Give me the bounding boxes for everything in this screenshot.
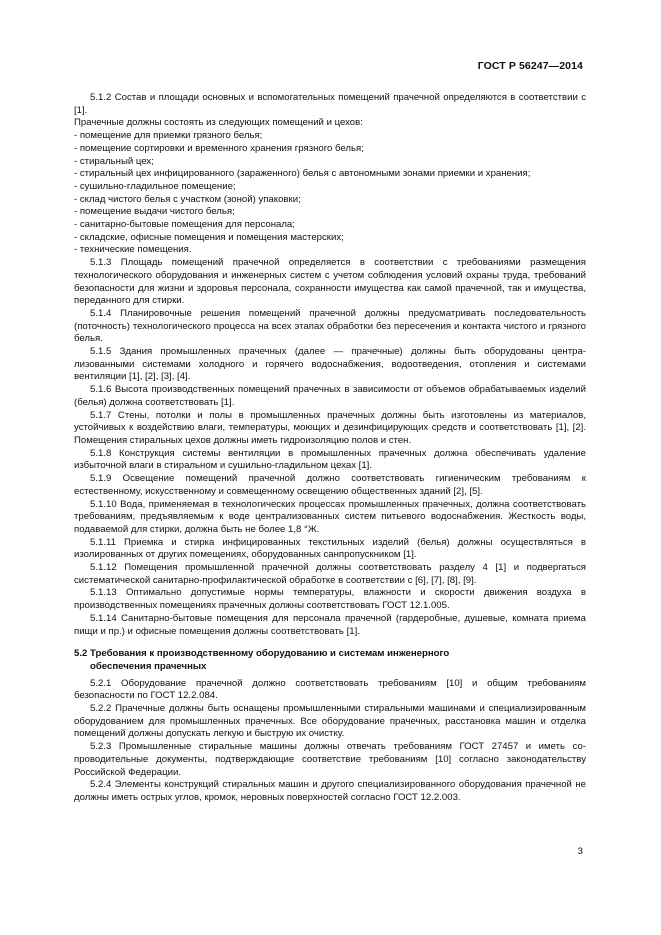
list-item: - помещение сортировки и временного хранения грязного белья; <box>74 142 364 154</box>
list-item: - стиральный цех инфицированного (зараженного) белья с автономными зонами приемки и хранения; <box>74 168 531 180</box>
paragraph-5-1-5: 5.1.5 Здания промышленных прачечных (далее — прачечные) должны быть оборудованы централизованными системами холодного и горячего водоснабжения, водоотведения, отопления и системами вентиляции [1], [2], [3], [4]. <box>74 346 586 383</box>
list-item: - склад чистого белья с участком (зоной) упаковки; <box>74 193 301 205</box>
list-item: - санитарно-бытовые помещения для персонала; <box>74 219 295 231</box>
rooms-list-intro: Прачечные должны состоять из следующих помещений и цехов: <box>74 117 363 129</box>
paragraph-5-1-9: 5.1.9 Освещение помещений прачечной должно соответствовать гигиеническим требованиям к естественному, искусственному и совмещенному освещению общественных зданий [2], [5]. <box>74 473 586 497</box>
paragraph-5-1-3: 5.1.3 Площадь помещений прачечной определяется в соответствии с требованиями размещения технологического оборудования и инженерных систем с учетом соблюдения условий охраны труда, требований безопасности для жизни и здоровья персонала, сохранности имущества как самой прачечной, так и имущества, переданного для стирки. <box>74 257 586 307</box>
list-item: - помещение для приемки грязного белья; <box>74 130 263 142</box>
paragraph-5-1-11: 5.1.11 Приемка и стирка инфицированных текстильных изделий (белья) должны осуществляться в изолированных от других помещениях, оборудованных санпропускником [1]. <box>74 536 586 561</box>
section-title-line: 5.2 Требования к производственному оборудованию и системам инженерного <box>74 648 450 660</box>
paragraph-5-2-3: 5.2.3 Промышленные стиральные машины должны отвечать требованиям ГОСТ 27457 и иметь сопроводительные документы, подтверждающие соответствие требованиям [10] согласно законодательству Российской Федерации. <box>74 741 586 778</box>
paragraph-5-1-2: 5.1.2 Состав и площади основных и вспомогательных помещений прачечной определяются в соответствии с [1]. <box>74 92 586 116</box>
paragraph-5-2-2: 5.2.2 Прачечные должны быть оснащены промышленными стиральными машинами и специализированным оборудованием для промышленных прачечных. Все оборудование прачечных, расстановка машин и отделка помещений должны допускать легкую и быструю их очистку. <box>74 703 586 740</box>
list-item: - технические помещения. <box>74 244 192 256</box>
paragraph-5-1-8: 5.1.8 Конструкция системы вентиляции в промышленных прачечных должна обеспечивать удаление избыточной влаги в стиральном и сушильно-гладильном цехах [1]. <box>74 447 586 472</box>
paragraph-5-1-6: 5.1.6 Высота производственных помещений прачечных в зависимости от объемов обрабатываемых изделий (белья) должна соответствовать [1]. <box>74 384 586 408</box>
paragraph-5-1-7: 5.1.7 Стены, потолки и полы в промышленных прачечных должны быть изготовлены из материалов, устойчивых к воздействию влаги, температуры, моющих и дезинфицирующих средств и соответствовать [1], [2]. Помещения стиральных цехов должны иметь гидроизоляцию полов и стен. <box>74 409 586 446</box>
paragraph-5-1-4: 5.1.4 Планировочные решения помещений прачечной должны предусматривать последовательность (поточность) технологического процесса на всех этапах обработки без пересечения и контакта чистого и грязного белья. <box>74 307 586 345</box>
list-item: - складские, офисные помещения и помещения мастерских; <box>74 231 344 243</box>
paragraph-5-1-12: 5.1.12 Помещения промышленной прачечной должны соответствовать разделу 4 [1] и подвергаться систематической санитарно-профилактической обработке в соответствии с [6], [7], [8], [9]. <box>74 562 586 586</box>
paragraph-5-1-13: 5.1.13 Оптимально допустимые нормы температуры, влажности и скорости движения воздуха в производственных помещениях прачечных должны соответствовать ГОСТ 12.1.005. <box>74 587 586 612</box>
rooms-list <box>74 130 586 257</box>
paragraph-5-1-10: 5.1.10 Вода, применяемая в технологических процессах промышленных прачечных, должна соответствовать требованиям, предъявляемым к воде централизованных систем питьевого водоснабжения. Жесткость воды, подаваемой для стирки, должна быть не более 1,8 °Ж. <box>74 498 586 535</box>
paragraph-5-2-4: 5.2.4 Элементы конструкций стиральных машин и другого специализированного оборудования прачечной не должны иметь острых углов, кромок, неровных поверхностей согласно ГОСТ 12.2.003. <box>74 779 586 803</box>
list-item: - сушильно-гладильное помещение; <box>74 180 236 192</box>
document-body <box>74 92 586 805</box>
section-title-line: обеспечения прачечных <box>90 660 207 672</box>
paragraph-5-2-1: 5.2.1 Оборудование прачечной должно соответствовать требованиям [10] и общим требованиям безопасности по ГОСТ 12.2.084. <box>74 677 586 702</box>
page-number: 3 <box>577 846 583 857</box>
section-5-2-title <box>74 648 586 673</box>
list-item: - стиральный цех; <box>74 155 154 167</box>
document-header-standard: ГОСТ Р 56247—2014 <box>477 60 583 72</box>
list-item: - помещение выдачи чистого белья; <box>74 206 235 218</box>
paragraph-5-1-14: 5.1.14 Санитарно-бытовые помещения для персонала прачечной (гардеробные, душевые, комната приема пищи и пр.) и офисные помещения должны соответствовать [1]. <box>74 612 586 637</box>
